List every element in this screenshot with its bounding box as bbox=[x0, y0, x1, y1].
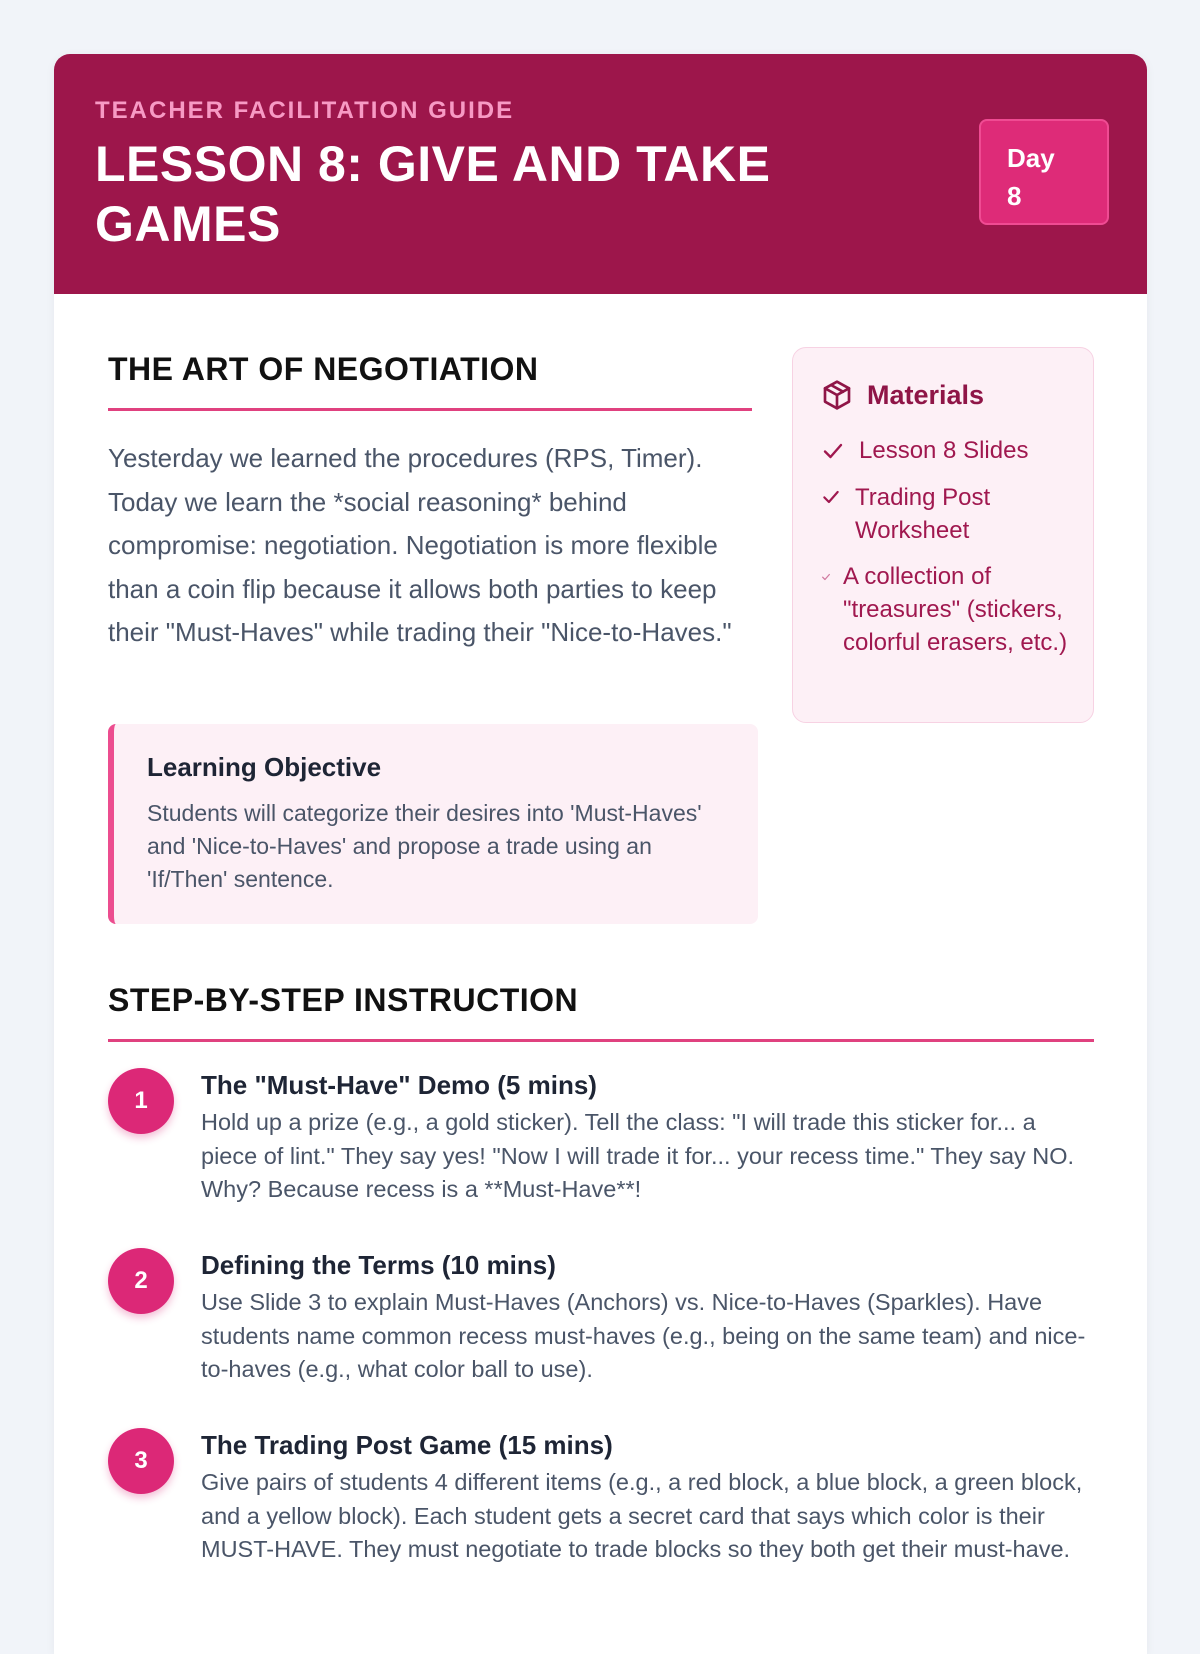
materials-panel bbox=[792, 347, 1094, 723]
learning-objective-box bbox=[108, 724, 758, 924]
check-icon bbox=[821, 439, 845, 463]
step-number-badge: 3 bbox=[108, 1428, 174, 1494]
day-badge bbox=[979, 119, 1109, 225]
materials-title: Materials bbox=[867, 379, 985, 410]
materials-item bbox=[821, 481, 1075, 547]
instruction-heading: STEP-BY-STEP INSTRUCTION bbox=[108, 982, 1094, 1042]
materials-item bbox=[821, 560, 1073, 659]
step-text: Give pairs of students 4 different items (e.g., a red block, a blue block, a green block, and a yellow block). Each student gets a secret card that says which color is their MUST-HAVE. They must negotiate to trade blocks so they both get their must-have. bbox=[201, 1469, 1083, 1562]
intro-paragraph: Yesterday we learned the procedures (RPS, Timer). Today we learn the *social reasoning* behind compromise: negotiation. Negotiation is more flexible than a coin flip because it allows both parties to keep their "Must-Haves" while trading their "Nice-to-Haves." bbox=[108, 443, 732, 647]
step-number-badge: 1 bbox=[108, 1068, 174, 1134]
materials-item-label: A collection of "treasures" (stickers, colorful erasers, etc.) bbox=[843, 563, 1068, 656]
lesson-header bbox=[54, 54, 1147, 294]
check-icon bbox=[821, 487, 841, 507]
step-title: The "Must-Have" Demo (5 mins) bbox=[201, 1070, 597, 1100]
package-icon bbox=[821, 379, 853, 411]
step-title: The Trading Post Game (15 mins) bbox=[201, 1430, 613, 1460]
guide-eyebrow: TEACHER FACILITATION GUIDE bbox=[95, 97, 515, 124]
step-number-badge: 2 bbox=[108, 1248, 174, 1314]
materials-header bbox=[821, 378, 984, 412]
lesson-title: LESSON 8: GIVE AND TAKE GAMES bbox=[95, 136, 771, 252]
day-label: Day bbox=[1007, 143, 1055, 173]
materials-item-label: Trading Post Worksheet bbox=[855, 484, 991, 544]
materials-item bbox=[821, 434, 1059, 467]
negotiation-heading: THE ART OF NEGOTIATION bbox=[108, 351, 752, 411]
step-text: Use Slide 3 to explain Must-Haves (Anchors) vs. Nice-to-Haves (Sparkles). Have students name common recess must-haves (e.g., being on the same team) and nice-to-haves (e.g., what color ball to use). bbox=[201, 1289, 1086, 1382]
step-title: Defining the Terms (10 mins) bbox=[201, 1250, 556, 1280]
lesson-card bbox=[54, 54, 1147, 1654]
objective-title: Learning Objective bbox=[147, 752, 382, 782]
materials-item-label: Lesson 8 Slides bbox=[859, 437, 1029, 464]
day-number: 8 bbox=[1007, 181, 1022, 211]
objective-text: Students will categorize their desires into 'Must-Haves' and 'Nice-to-Haves' and propose a trade using an 'If/Then' sentence. bbox=[147, 800, 702, 892]
check-icon bbox=[821, 572, 831, 582]
step-text: Hold up a prize (e.g., a gold sticker). Tell the class: "I will trade this sticker for... a piece of lint." They say yes! "Now I will trade it for... your recess time." They say NO. Why? Because recess is a **Must-Have**! bbox=[201, 1109, 1075, 1202]
